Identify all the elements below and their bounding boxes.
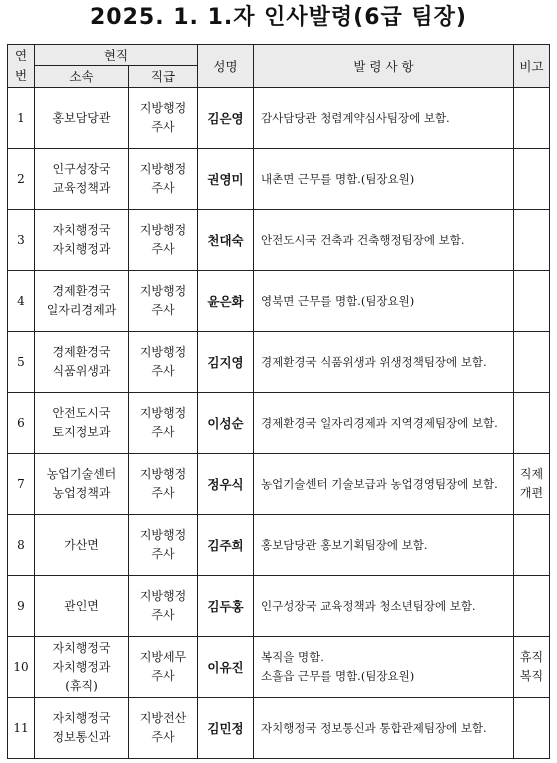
cell-line: 경제환경국 일자리경제과 지역경제팀장에 보함. [261,415,498,430]
table-row [8,454,550,515]
table-row [8,210,550,271]
cell-line: 주사 [151,547,175,561]
row-action [254,576,514,637]
row-number: 1 [8,88,35,149]
row-name: 김주희 [198,515,254,576]
row-note [514,698,550,759]
row-number: 11 [8,698,35,759]
cell-line: 주사 [151,608,175,622]
row-dept [35,149,129,210]
row-name: 김은영 [198,88,254,149]
row-name: 권영미 [198,149,254,210]
cell-line: 주사 [151,120,175,134]
row-name: 이유진 [198,637,254,698]
cell-line: 소흘읍 근무를 명함.(팀장요원) [261,669,415,683]
table-row [8,515,550,576]
row-name: 김두홍 [198,576,254,637]
cell-line: 경제환경국 [52,345,111,359]
row-note [514,332,550,393]
table-row [8,271,550,332]
row-grade [129,698,198,759]
row-grade [129,393,198,454]
row-dept [35,637,129,698]
cell-line: 주사 [151,669,175,683]
row-dept [35,698,129,759]
cell-line: 지방행정 [139,589,187,603]
row-action [254,454,514,515]
row-name: 정우식 [198,454,254,515]
cell-line: 지방행정 [139,528,187,542]
row-note [514,454,550,515]
cell-line: (휴직) [65,678,98,693]
header-note: 비고 [514,45,550,88]
cell-line: 자치행정과 [52,659,111,674]
table-row [8,149,550,210]
row-note [514,149,550,210]
row-note [514,271,550,332]
cell-line: 지방전산 [139,711,187,725]
cell-line: 농업정책과 [52,486,111,500]
row-number: 3 [8,210,35,271]
row-grade [129,576,198,637]
cell-line: 내촌면 근무를 명함.(팀장요원) [261,171,415,186]
cell-line: 농업기술센터 [46,467,117,481]
header-name: 성명 [198,45,254,88]
row-dept [35,454,129,515]
row-number: 5 [8,332,35,393]
row-note [514,393,550,454]
row-number: 9 [8,576,35,637]
row-dept [35,271,129,332]
row-dept [35,210,129,271]
row-action [254,149,514,210]
row-name: 김지영 [198,332,254,393]
cell-line: 인구성장국 교육정책과 청소년팀장에 보함. [261,598,476,613]
row-grade [129,332,198,393]
row-name: 김민정 [198,698,254,759]
table-row [8,698,550,759]
row-number: 8 [8,515,35,576]
cell-line: 주사 [151,303,175,317]
cell-line: 지방행정 [139,223,187,237]
page-title: 2025. 1. 1.자 인사발령(6급 팀장) [90,5,467,30]
cell-line: 자치행정국 [52,711,111,725]
row-number: 10 [8,637,35,698]
row-grade [129,210,198,271]
row-action [254,515,514,576]
row-name: 천대숙 [198,210,254,271]
cell-line: 복직을 명함. [261,650,324,664]
cell-line: 복직 [519,669,544,683]
row-note [514,88,550,149]
table-row [8,576,550,637]
row-note [514,515,550,576]
cell-line: 홍보담당관 [52,110,111,125]
header-no [8,45,35,88]
cell-line: 지방행정 [139,162,187,176]
cell-line: 안전도시국 건축과 건축행정팀장에 보함. [261,232,465,247]
row-dept [35,393,129,454]
cell-line: 교육정책과 [52,181,111,195]
cell-line: 가산면 [64,537,99,552]
cell-line: 휴직 [519,650,544,664]
cell-line: 식품위생과 [52,364,111,378]
cell-line: 주사 [151,730,175,744]
header-no-label: 연번 [14,48,28,83]
cell-line: 감사담당관 청렴계약심사팀장에 보함. [261,110,450,125]
cell-line: 자치행정과 [52,242,111,256]
row-number: 6 [8,393,35,454]
row-dept [35,332,129,393]
row-grade [129,637,198,698]
cell-line: 지방행정 [139,101,187,115]
row-action [254,88,514,149]
cell-line: 지방행정 [139,467,187,481]
cell-line: 주사 [151,242,175,256]
row-note [514,210,550,271]
header-current: 현직 [35,45,198,66]
cell-line: 자치행정국 정보통신과 통합관제팀장에 보함. [261,720,487,735]
row-name: 이성순 [198,393,254,454]
cell-line: 홍보담당관 홍보기획팀장에 보함. [261,537,428,552]
row-grade [129,454,198,515]
row-grade [129,515,198,576]
row-action [254,332,514,393]
row-number: 4 [8,271,35,332]
cell-line: 토지정보과 [52,425,111,439]
table-row [8,88,550,149]
cell-line: 경제환경국 [52,284,111,298]
header-action: 발 령 사 항 [254,45,514,88]
cell-line: 인구성장국 [52,162,111,176]
cell-line: 지방행정 [139,406,187,420]
cell-line: 지방세무 [139,650,187,664]
row-action [254,210,514,271]
cell-line: 지방행정 [139,284,187,298]
row-action [254,393,514,454]
cell-line: 일자리경제과 [46,303,117,317]
table-row [8,393,550,454]
row-grade [129,149,198,210]
row-number: 7 [8,454,35,515]
personnel-table [7,44,550,759]
row-note [514,576,550,637]
cell-line: 직제 [519,467,544,481]
row-action [254,698,514,759]
cell-line: 자치행정국 [52,640,111,655]
cell-line: 지방행정 [139,345,187,359]
row-note [514,637,550,698]
cell-line: 주사 [151,364,175,378]
row-grade [129,271,198,332]
row-number: 2 [8,149,35,210]
row-dept [35,88,129,149]
cell-line: 개편 [519,486,544,500]
row-name: 윤은화 [198,271,254,332]
cell-line: 정보통신과 [52,730,111,744]
cell-line: 주사 [151,486,175,500]
cell-line: 농업기술센터 기술보급과 농업경영팀장에 보함. [261,476,498,491]
cell-line: 영북면 근무를 명함.(팀장요원) [261,293,415,308]
cell-line: 경제환경국 식품위생과 위생정책팀장에 보함. [261,354,487,369]
header-grade: 직급 [129,66,198,88]
cell-line: 안전도시국 [52,406,111,420]
row-action [254,637,514,698]
table-row [8,332,550,393]
row-dept [35,576,129,637]
cell-line: 자치행정국 [52,223,111,237]
cell-line: 관인면 [64,598,99,613]
table-row [8,637,550,698]
cell-line: 주사 [151,425,175,439]
row-action [254,271,514,332]
row-dept [35,515,129,576]
header-dept: 소속 [35,66,129,88]
cell-line: 주사 [151,181,175,195]
row-grade [129,88,198,149]
